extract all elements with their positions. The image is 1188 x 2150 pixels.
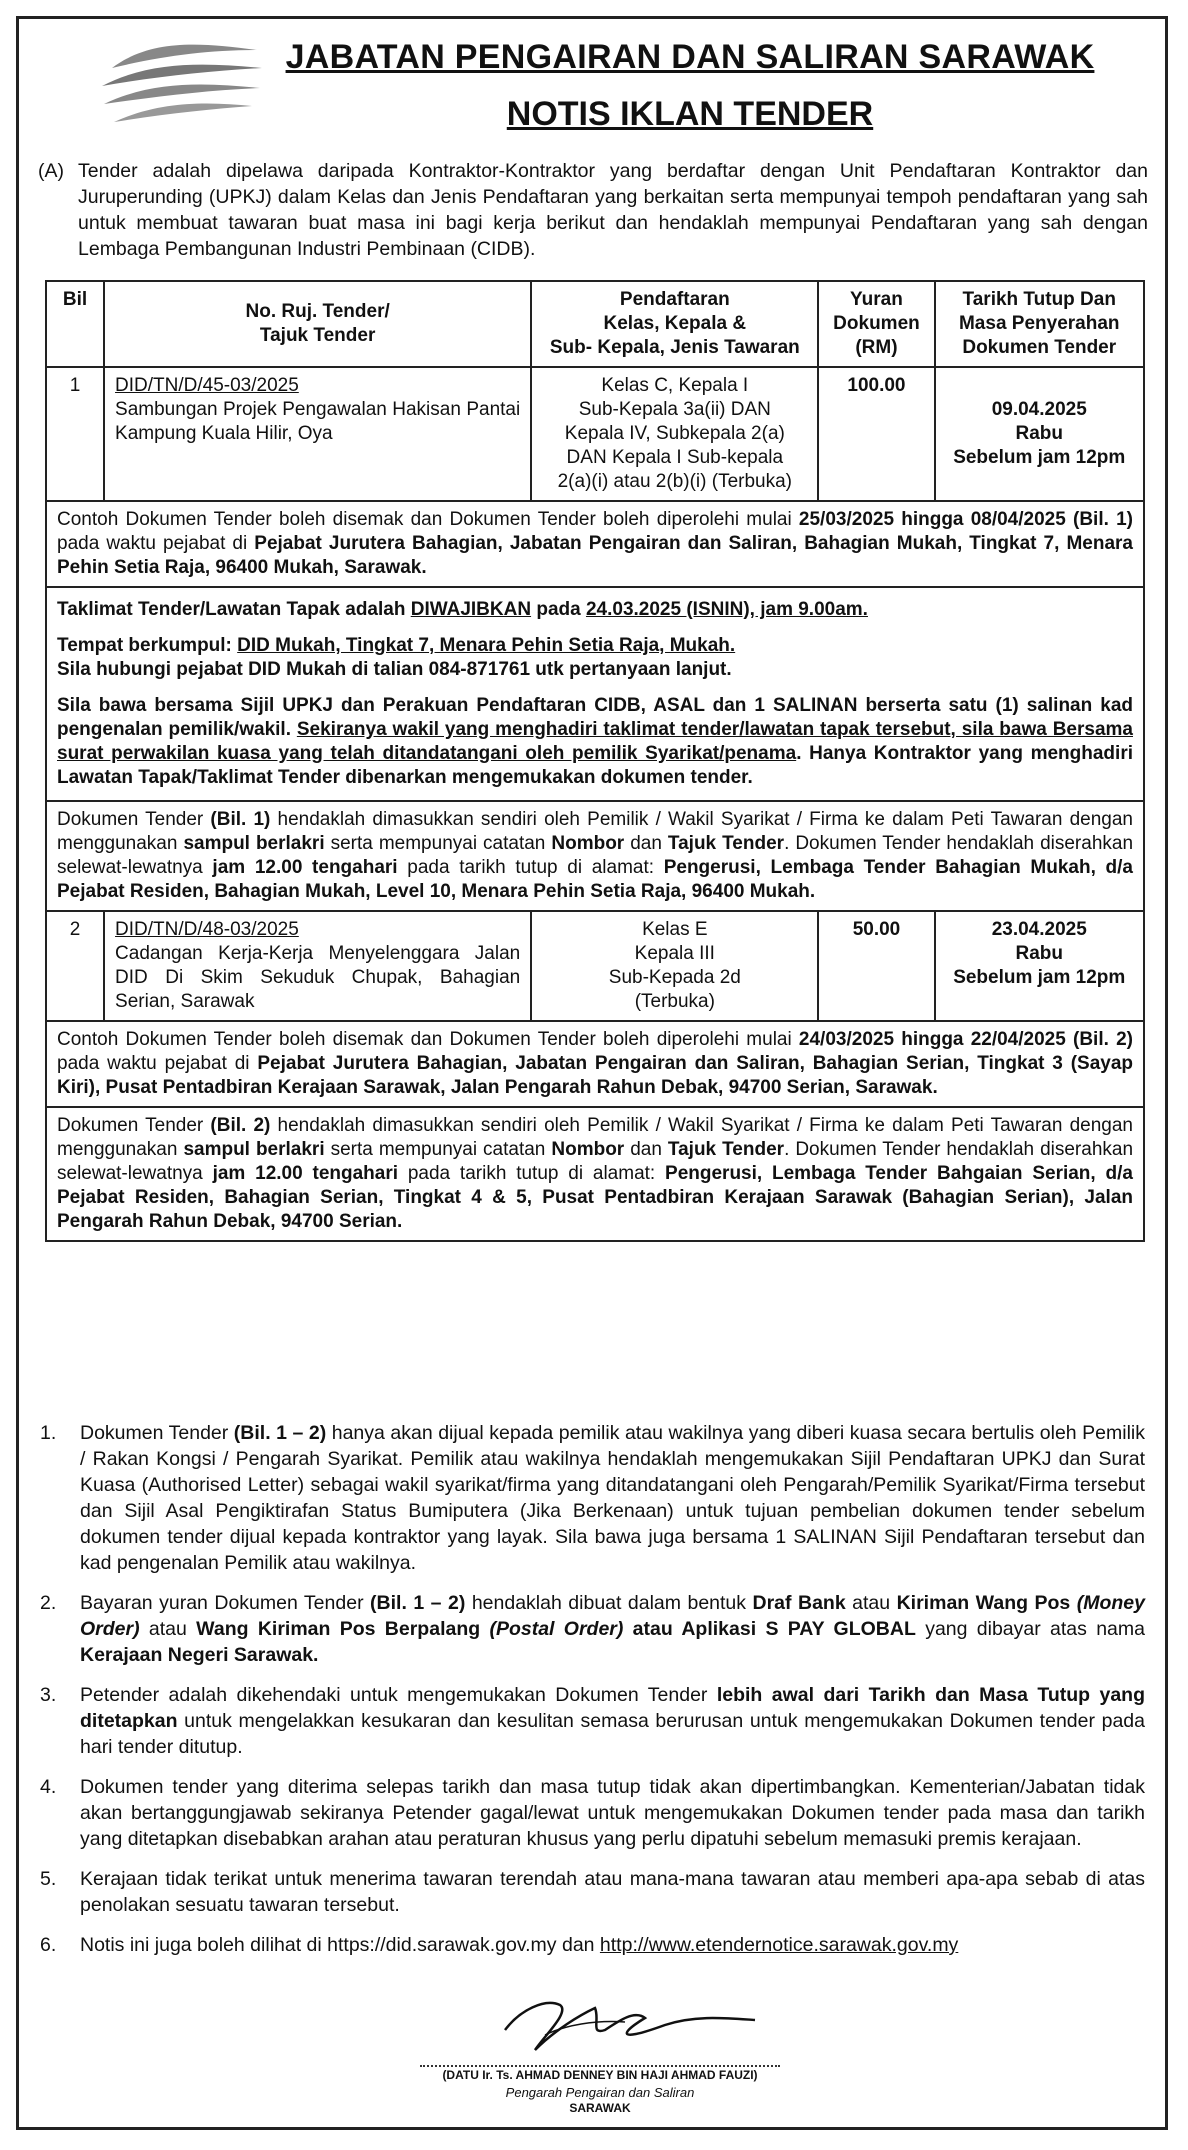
notes-list bbox=[40, 1420, 1145, 1972]
tender-row-1 bbox=[46, 367, 1144, 501]
tender-table bbox=[45, 280, 1145, 1242]
signatory-position: Pengarah Pengairan dan Saliran bbox=[505, 2085, 695, 2100]
row1-ref bbox=[104, 367, 531, 501]
header-ref: No. Ruj. Tender/ Tajuk Tender bbox=[104, 281, 531, 367]
row2-tarikh: 23.04.2025 Rabu Sebelum jam 12pm bbox=[935, 911, 1144, 1021]
notice-title: NOTIS IKLAN TENDER bbox=[506, 95, 874, 133]
row1-kelas: Kelas C, Kepala I Sub-Kepala 3a(ii) DAN Kepala IV, Subkepala 2(a) DAN Kepala I Sub-kepala 2(a)(i) atau 2(b)(i) (Terbuka) bbox=[531, 367, 818, 501]
note-2: 2. Bayaran yuran Dokumen Tender (Bil. 1 – 2) hendaklah dibuat dalam bentuk Draf Bank atau Kiriman Wang Pos (Money Order) atau Wang Kiriman Pos Berpalang (Postal Order) atau Aplikasi S PAY GLOBAL yang dibayar atas nama Kerajaan Negeri Sarawak. bbox=[40, 1592, 1145, 1666]
header-yuran: Yuran Dokumen (RM) bbox=[818, 281, 934, 367]
row1-ref-no: DID/TN/D/45-03/2025 bbox=[115, 375, 299, 396]
intro-text: Tender adalah dipelawa daripada Kontraktor-Kontraktor yang berdaftar dengan Unit Pendaftaran Kontraktor dan Juruperunding (UPKJ) dalam Kelas dan Jenis Pendaftaran yang berkaitan serta mempunyai tempoh pendaftaran yang sah untuk membuat tawaran buat masa ini bagi kerja berikut dan hendaklah mempunyai Pendaftaran yang sah dengan Lembaga Pembangunan Industri Pembinaan (CIDB). bbox=[78, 160, 1148, 260]
row2-ref-no: DID/TN/D/48-03/2025 bbox=[115, 919, 299, 940]
row1-submission-info: Dokumen Tender (Bil. 1) hendaklah dimasukkan sendiri oleh Pemilik / Wakil Syarikat / Firma ke dalam Peti Tawaran dengan menggunakan sampul berlakri serta mempunyai catatan Nombor dan Tajuk Tender. Dokumen Tender hendaklah diserahkan selewat-lewatnya jam 12.00 tengahari pada tarikh tutup di alamat: Pengerusi, Lembaga Tender Bahagian Mukah, d/a Pejabat Residen, Bahagian Mukah, Level 10, Menara Pehin Setia Raja, 96400 Mukah. bbox=[46, 801, 1144, 911]
signatory-name: (DATU Ir. Ts. AHMAD DENNEY BIN HAJI AHMAD FAUZI) bbox=[442, 2068, 758, 2082]
intro-paragraph bbox=[38, 158, 1148, 262]
note-1: 1. Dokumen Tender (Bil. 1 – 2) hanya akan dijual kepada pemilik atau wakilnya yang diberi kuasa secara bertulis oleh Pemilik / Rakan Kongsi / Pengarah Syarikat. Pemilik atau wakilnya hendaklah mengemukakan Sijil Pendaftaran UPKJ dan Surat Kuasa (Authorised Letter) sebagai wakil syarikat/firma yang ditandatangani oleh Pengarah/Pemilik Syarikat/Firma tersebut dan Sijil Asal Pengiktirafan Status Bumiputera (Jika Berkenaan) untuk tujuan pembelian dokumen tender sebelum dokumen tender dijual kepada kontraktor yang layak. Sila bawa juga bersama 1 SALINAN Sijil Pendaftaran tersebut dan kad pengenalan Pemilik atau wakilnya. bbox=[40, 1422, 1145, 1574]
row2-submission-info: Dokumen Tender (Bil. 2) hendaklah dimasukkan sendiri oleh Pemilik / Wakil Syarikat / Firma ke dalam Peti Tawaran dengan menggunakan sampul berlakri serta mempunyai catatan Nombor dan Tajuk Tender. Dokumen Tender hendaklah diserahkan selewat-lewatnya jam 12.00 tengahari pada tarikh tutup di alamat: Pengerusi, Lembaga Tender Bahgaian Serian, d/a Pejabat Residen, Bahagian Serian, Tingkat 4 & 5, Pusat Pentadbiran Kerajaan Sarawak (Bahagian Serian), Jalan Pengarah Rahun Debak, 94700 Serian. bbox=[46, 1107, 1144, 1241]
signatory-state: SARAWAK bbox=[569, 2101, 631, 2115]
signature-icon bbox=[395, 1990, 815, 2060]
organization-title: JABATAN PENGAIRAN DAN SALIRAN SARAWAK bbox=[285, 38, 1095, 76]
jps-wave-logo-icon bbox=[92, 38, 267, 138]
briefing-info: Taklimat Tender/Lawatan Tapak adalah DIWAJIBKAN pada 24.03.2025 (ISNIN), jam 9.00am. Tempat berkumpul: DID Mukah, Tingkat 7, Menara Pehin Setia Raja, Mukah. Sila hubungi pejabat DID Mukah di talian 084-871761 utk pertanyaan lanjut. Sila bawa bersama Sijil UPKJ dan Perakuan Pendaftaran CIDB, ASAL dan 1 SALINAN berserta satu (1) salinan kad pengenalan pemilik/wakil. Sekiranya wakil yang menghadiri taklimat tender/lawatan tapak tersebut, sila bawa Bersama surat perwakilan kuasa yang telah ditandatangani oleh pemilik Syarikat/penama. Hanya Kontraktor yang menghadiri Lawatan Tapak/Taklimat Tender dibenarkan mengemukakan dokumen tender. bbox=[46, 587, 1144, 801]
row1-document-info: Contoh Dokumen Tender boleh disemak dan Dokumen Tender boleh diperolehi mulai 25/03/2025 hingga 08/04/2025 (Bil. 1) pada waktu pejabat di Pejabat Jurutera Bahagian, Jabatan Pengairan dan Saliran, Bahagian Mukah, Tingkat 7, Menara Pehin Setia Raja, 96400 Mukah, Sarawak. bbox=[46, 501, 1144, 587]
row1-yuran: 100.00 bbox=[818, 367, 934, 501]
note-6: 6. Notis ini juga boleh dilihat di https://did.sarawak.gov.my dan http://www.etendernotice.sarawak.gov.my bbox=[40, 1934, 959, 1956]
note-3: 3. Petender adalah dikehendaki untuk mengemukakan Dokumen Tender lebih awal dari Tarikh dan Masa Tutup yang ditetapkan untuk mengelakkan kesukaran dan kesulitan semasa berurusan untuk mengemukakan Dokumen tender pada hari tender ditutup. bbox=[40, 1684, 1145, 1758]
row2-kelas: Kelas E Kepala III Sub-Kepada 2d (Terbuka) bbox=[531, 911, 818, 1021]
header-kelas: Pendaftaran Kelas, Kepala & Sub- Kepala, Jenis Tawaran bbox=[531, 281, 818, 367]
note-5: 5. Kerajaan tidak terikat untuk menerima tawaran terendah atau mana-mana tawaran atau memberi apa-apa sebab di atas penolakan sesuatu tawaran tersebut. bbox=[40, 1868, 1145, 1916]
intro-label: (A) bbox=[38, 160, 64, 182]
note-4: 4. Dokumen tender yang diterima selepas tarikh dan masa tutup tidak akan dipertimbangkan. Kementerian/Jabatan tidak akan bertanggungjawab sekiranya Petender gagal/lewat untuk mengemukakan Dokumen tender pada masa dan tarikh yang ditetapkan disebabkan arahan atau peraturan khusus yang perlu dipatuhi sebelum memasuki premis kerajaan. bbox=[40, 1776, 1145, 1850]
row1-bil: 1 bbox=[46, 367, 104, 501]
row2-title: Cadangan Kerja-Kerja Menyelenggara Jalan DID Di Skim Sekuduk Chupak, Bahagian Serian, Sarawak bbox=[115, 943, 521, 1012]
row1-tarikh: 09.04.2025 Rabu Sebelum jam 12pm bbox=[935, 367, 1144, 501]
row2-bil: 2 bbox=[46, 911, 104, 1021]
row2-ref bbox=[104, 911, 531, 1021]
tender-row-2 bbox=[46, 911, 1144, 1021]
header-bil: Bil bbox=[46, 281, 104, 367]
signature-line bbox=[420, 2065, 780, 2067]
table-header-row bbox=[46, 281, 1144, 367]
row2-yuran: 50.00 bbox=[818, 911, 934, 1021]
row2-document-info: Contoh Dokumen Tender boleh disemak dan Dokumen Tender boleh diperolehi mulai 24/03/2025 hingga 22/04/2025 (Bil. 2) pada waktu pejabat di Pejabat Jurutera Bahagian, Jabatan Pengairan dan Saliran, Bahagian Serian, Tingkat 3 (Sayap Kiri), Pusat Pentadbiran Kerajaan Sarawak, Jalan Pengarah Rahun Debak, 94700 Serian, Sarawak. bbox=[46, 1021, 1144, 1107]
header-tarikh: Tarikh Tutup Dan Masa Penyerahan Dokumen Tender bbox=[935, 281, 1144, 367]
etender-link[interactable]: http://www.etendernotice.sarawak.gov.my bbox=[599, 1934, 959, 1956]
row1-title: Sambungan Projek Pengawalan Hakisan Pantai Kampung Kuala Hilir, Oya bbox=[115, 399, 521, 444]
